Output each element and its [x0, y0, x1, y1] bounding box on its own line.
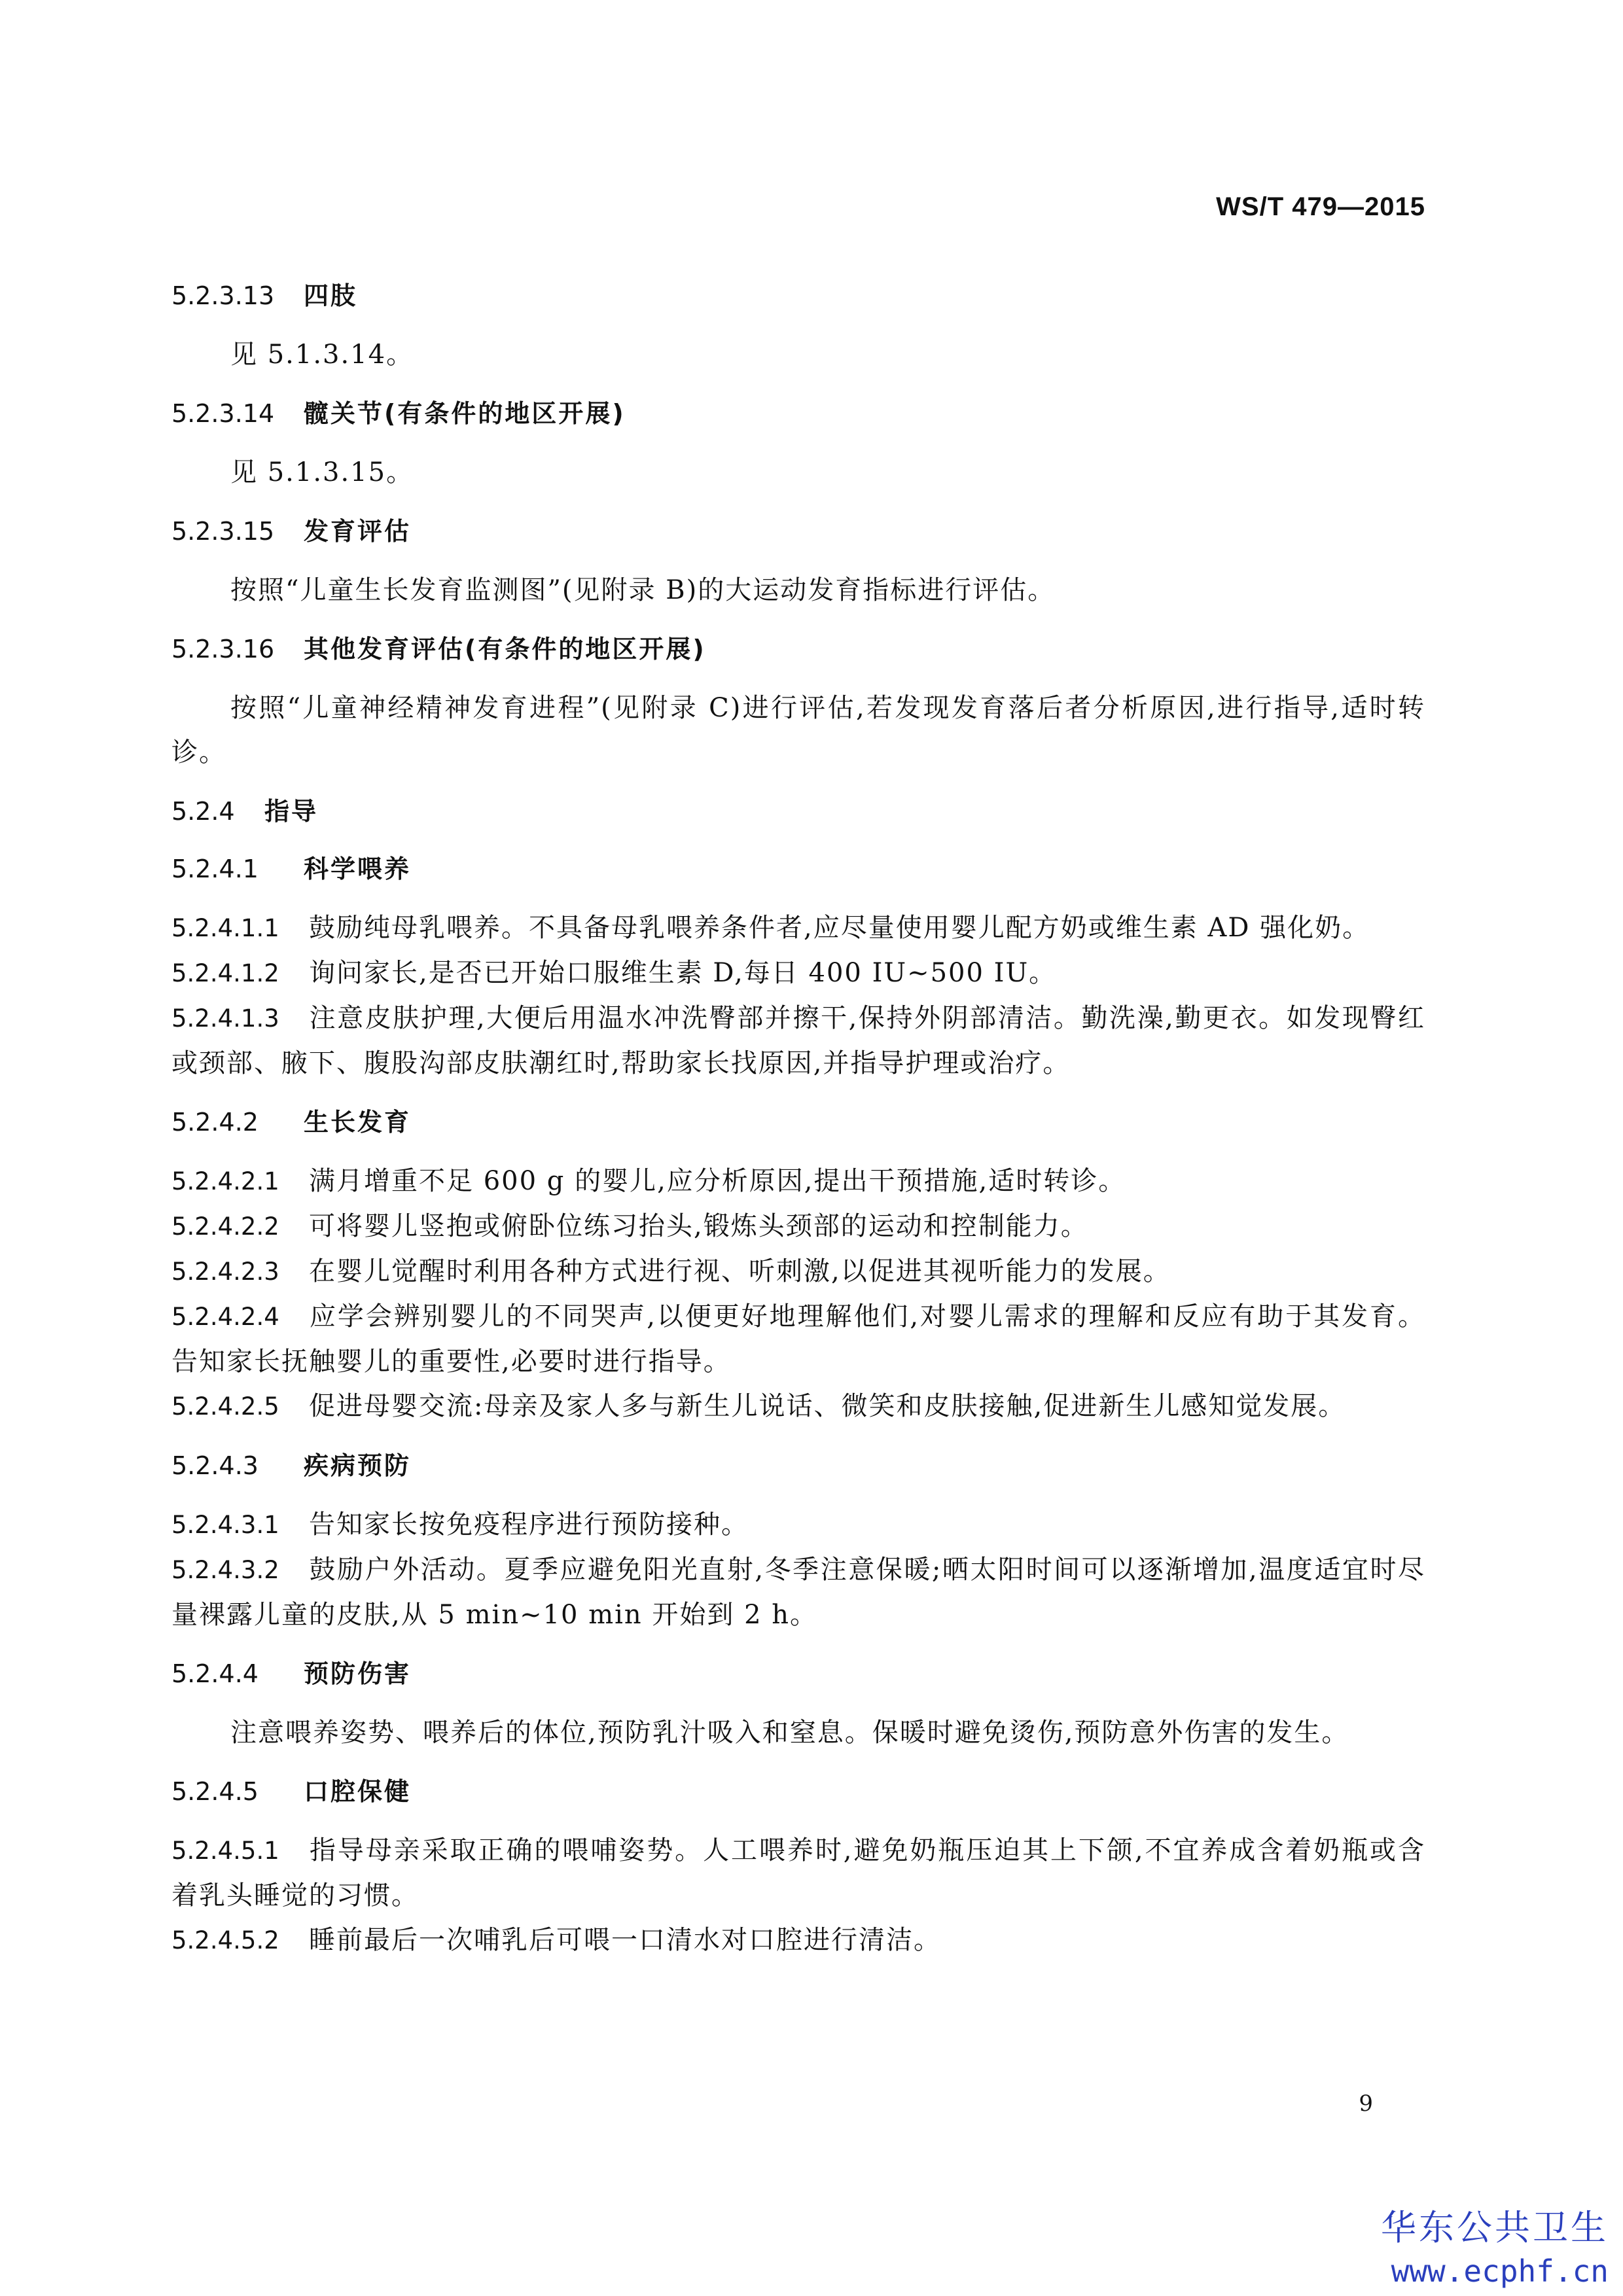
clause-number: 5.2.4.2.4	[171, 1303, 279, 1331]
section-heading	[171, 1653, 1425, 1695]
section-title: 髋关节(有条件的地区开展)	[304, 399, 626, 428]
page-number: 9	[1359, 2091, 1373, 2117]
watermark-url: www.ecphf.cn	[1391, 2253, 1609, 2289]
clause-item	[171, 1918, 1425, 1963]
section-heading	[171, 1101, 1425, 1143]
clause-item	[171, 1384, 1425, 1429]
section-number: 5.2.4.4	[171, 1659, 259, 1688]
section-heading	[171, 1445, 1425, 1487]
section-number: 5.2.4.5	[171, 1777, 259, 1806]
clause-text: 鼓励户外活动。夏季应避免阳光直射,冬季注意保暖;晒太阳时间可以逐渐增加,温度适宜时尽量裸露儿童的皮肤,从 5 min~10 min 开始到 2 h。	[171, 1555, 1425, 1630]
clause-item	[171, 906, 1425, 951]
section-title: 其他发育评估(有条件的地区开展)	[304, 635, 706, 663]
clause-text: 鼓励纯母乳喂养。不具备母乳喂养条件者,应尽量使用婴儿配方奶或维生素 AD 强化奶。	[309, 913, 1370, 943]
clause-number: 5.2.4.1.3	[171, 1004, 279, 1033]
section-title: 指导	[264, 797, 319, 826]
clause-text: 指导母亲采取正确的喂哺姿势。人工喂养时,避免奶瓶压迫其上下颌,不宜养成含着奶瓶或含着乳头睡觉的习惯。	[171, 1835, 1425, 1911]
clause-text: 应学会辨别婴儿的不同哭声,以便更好地理解他们,对婴儿需求的理解和反应有助于其发育。告知家长抚触婴儿的重要性,必要时进行指导。	[171, 1301, 1425, 1377]
clause-number: 5.2.4.2.2	[171, 1212, 279, 1241]
section-title: 口腔保健	[304, 1777, 412, 1806]
clause-text: 可将婴儿竖抱或俯卧位练习抬头,锻炼头颈部的运动和控制能力。	[309, 1211, 1088, 1241]
clause-text: 在婴儿觉醒时利用各种方式进行视、听刺激,以促进其视听能力的发展。	[309, 1256, 1171, 1286]
section-heading	[171, 1771, 1425, 1812]
clause-item	[171, 1159, 1425, 1204]
section-paragraph: 按照“儿童生长发育监测图”(见附录 B)的大运动发育指标进行评估。	[230, 575, 1056, 605]
section-paragraph: 按照“儿童神经精神发育进程”(见附录 C)进行评估,若发现发育落后者分析原因,进行指导,适时转诊。	[171, 693, 1425, 768]
section-number: 5.2.4	[171, 797, 235, 826]
section-number: 5.2.4.2	[171, 1108, 259, 1137]
section-title: 发育评估	[304, 517, 412, 546]
clause-number: 5.2.4.3.1	[171, 1511, 279, 1539]
section-heading	[171, 510, 1425, 552]
section-number: 5.2.3.16	[171, 635, 275, 663]
clause-number: 5.2.4.2.5	[171, 1392, 279, 1421]
section-title: 科学喂养	[304, 855, 412, 883]
clause-item	[171, 1828, 1425, 1918]
section-title: 生长发育	[304, 1108, 412, 1137]
section-heading	[171, 393, 1425, 434]
clause-item	[171, 1204, 1425, 1249]
clause-number: 5.2.4.2.3	[171, 1258, 279, 1286]
section-paragraph: 见 5.1.3.14。	[230, 340, 414, 370]
clause-text: 满月增重不足 600 g 的婴儿,应分析原因,提出干预措施,适时转诊。	[309, 1166, 1126, 1196]
clause-text: 告知家长按免疫程序进行预防接种。	[309, 1510, 749, 1540]
clause-item	[171, 1502, 1425, 1547]
clause-number: 5.2.4.1.1	[171, 914, 279, 942]
section-title: 预防伤害	[304, 1659, 412, 1688]
clause-item	[171, 1249, 1425, 1294]
clause-text: 询问家长,是否已开始口服维生素 D,每日 400 IU~500 IU。	[309, 958, 1057, 988]
section-paragraph: 见 5.1.3.15。	[230, 457, 414, 487]
section-heading	[171, 628, 1425, 670]
clause-text: 促进母婴交流:母亲及家人多与新生儿说话、微笑和皮肤接触,促进新生儿感知觉发展。	[309, 1391, 1346, 1421]
clause-number: 5.2.4.5.1	[171, 1837, 279, 1865]
standard-code: WS/T 479—2015	[1216, 192, 1425, 221]
section-heading	[171, 275, 1425, 317]
section-number: 5.2.4.3	[171, 1451, 259, 1480]
clause-item	[171, 996, 1425, 1086]
section-number: 5.2.3.14	[171, 399, 275, 428]
section-title: 疾病预防	[304, 1451, 412, 1480]
section-number: 5.2.3.15	[171, 517, 275, 546]
clause-item	[171, 1547, 1425, 1637]
clause-text: 睡前最后一次哺乳后可喂一口清水对口腔进行清洁。	[309, 1925, 941, 1955]
clause-item	[171, 951, 1425, 996]
clause-text: 注意皮肤护理,大便后用温水冲洗臀部并擦干,保持外阴部清洁。勤洗澡,勤更衣。如发现臀红或颈部、腋下、腹股沟部皮肤潮红时,帮助家长找原因,并指导护理或治疗。	[171, 1003, 1425, 1078]
clause-number: 5.2.4.2.1	[171, 1167, 279, 1195]
watermark	[1381, 2204, 1609, 2291]
clause-number: 5.2.4.1.2	[171, 959, 279, 987]
section-number: 5.2.3.13	[171, 281, 275, 310]
section-heading	[171, 790, 1425, 832]
section-title: 四肢	[304, 281, 358, 310]
section-heading	[171, 848, 1425, 890]
clause-number: 5.2.4.3.2	[171, 1556, 279, 1584]
clause-number: 5.2.4.5.2	[171, 1926, 279, 1954]
section-number: 5.2.4.1	[171, 855, 259, 883]
clause-item	[171, 1294, 1425, 1384]
document-body	[171, 275, 1425, 1963]
watermark-name: 华东公共卫生	[1381, 2207, 1609, 2248]
section-paragraph: 注意喂养姿势、喂养后的体位,预防乳汁吸入和窒息。保暖时避免烫伤,预防意外伤害的发生。	[230, 1718, 1349, 1748]
